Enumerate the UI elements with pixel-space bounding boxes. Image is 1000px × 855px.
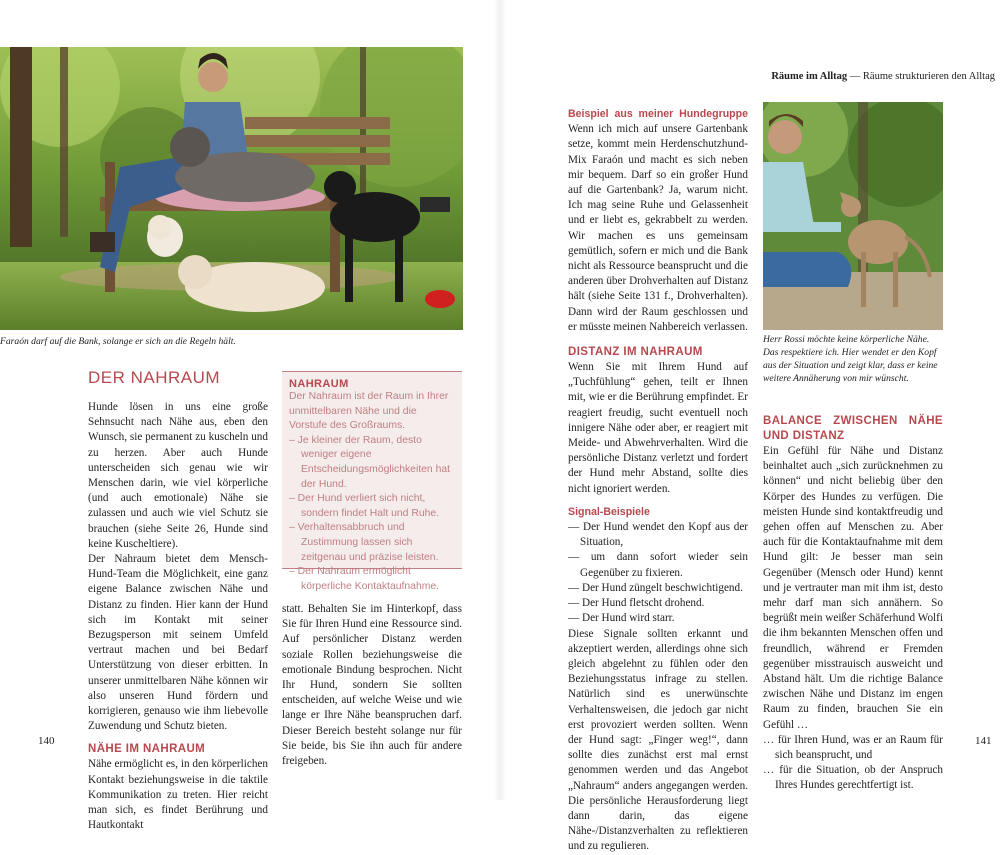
subheading-signal: Signal-Beispiele (568, 505, 650, 518)
left-column-1 (88, 400, 268, 833)
sidebox-intro: Der Nahraum ist der Raum in Ihrer unmittelbaren Nähe und die Vorstufe des Großraums. (289, 391, 449, 432)
running-head (735, 71, 995, 82)
running-head-chapter: Räume im Alltag (771, 71, 848, 82)
right-column-1 (568, 107, 748, 855)
subheading-distanz: DISTANZ IM NAHRAUM (568, 346, 703, 359)
signal-item: — um dann sofort wieder sein Gegenüber zu fixieren. (568, 551, 748, 579)
sidebox-item: – Der Nahraum ermöglicht körperliche Kontaktaufnahme. (289, 566, 440, 592)
subheading-naehe: NÄHE IM NAHRAUM (88, 743, 206, 756)
left-photo-caption: Faraón darf auf die Bank, solange er sich an die Regeln hält. (0, 336, 236, 347)
nahraum-sidebox (282, 371, 462, 592)
example-label: Beispiel aus meiner Hundegruppe (568, 108, 748, 120)
left-column-2: statt. Behalten Sie im Hinterkopf, dass Sie für Ihren Hund eine Ressource sind. Auf persönlicher Distanz werden soziale Rollen beziehungsweise die emotionale Bindung besprochen. Nicht Ihr Hund, sondern Sie sollten entscheiden, auf welche Weise und wie lange er Ihre Nähe beanspruchen darf. Dieser Bereich besteht solange nur für Sie beide, bis Sie ihn auch für andere freigeben. (282, 603, 462, 768)
signal-item: — Der Hund fletscht drohend. (568, 597, 705, 610)
page-number-right: 141 (975, 735, 992, 747)
subheading-balance: BALANCE ZWISCHEN NÄHE UND DISTANZ (763, 415, 943, 442)
paragraph: Ein Gefühl für Nähe und Distanz beinhaltet auch „sich zurücknehmen zu können“ und nicht beliebig über den Körper des Hundes zu verfügen. Die meisten Hunde sind kontaktfreudig und gehen offen auf Menschen zu. Aber auch für die Kontaktaufnahme mit dem Hund gilt: Je besser man sein Gegenüber (Mensch oder Hund) kennt und je vertrauter man mit ihm ist, desto mehr darf man sich annähern. So begrüßt mein weißer Schäferhund Wolfi die ihm bekannten Menschen offen und freundlich, während er Fremden gegenüber misstrauisch ausweicht und Abstand hält. Um die richtige Balance zwischen Nähe und Distanz im engen Raum zu finden, brauchen Sie ein Gefühl … (763, 445, 943, 731)
running-head-section: Räume strukturieren den Alltag (862, 71, 995, 82)
section-title: DER NAHRAUM (88, 368, 221, 387)
right-photo-caption: Herr Rossi möchte keine körperliche Nähe. Das respektiere ich. Hier wendet er den Kopf aus der Situation und zeigt klar, dass er keine weitere Annäherung von mir wünscht. (763, 334, 938, 384)
sidebox-item: – Je kleiner der Raum, desto weniger eigene Entscheidungsmöglichkeiten hat der Hund. (289, 434, 451, 490)
photo-faraon-on-bench (0, 47, 463, 330)
signal-item: — Der Hund wendet den Kopf aus der Situation, (568, 521, 749, 549)
paragraph: Diese Signale sollten erkannt und akzeptiert werden, allerdings ohne sich gleich abgelehnt zu fühlen oder den Beziehungsstatus infrage zu stellen. Natürlich sind es unerwünschte Verhaltensweisen, die jedoch gar nicht erst provoziert werden sollten. Wenn der Hund sagt: „Finger weg!“, dann sollte dies zunächst erst mal ernst genommen werden und das Angebot „Nahraum“ anders angegangen werden. Die persönliche Herausforderung liegt dann darin, das eigene Nähe-/Distanzverhalten zu reflektieren und zu regulieren. (568, 627, 748, 853)
signal-item: — Der Hund züngelt beschwichtigend. (568, 581, 743, 594)
running-head-dash: — (849, 71, 861, 82)
right-column-2 (763, 414, 943, 794)
sidebox-title: NAHRAUM (289, 378, 349, 390)
photo-herr-rossi (763, 102, 943, 330)
balance-item: … für die Situation, ob der Anspruch Ihres Hundes gerechtfertigt ist. (763, 764, 943, 792)
sidebox-item: – Der Hund verliert sich nicht, sondern findet Halt und Ruhe. (289, 493, 440, 519)
paragraph: Nähe ermöglicht es, in den körperlichen Kontakt beziehungsweise in die taktile Kommunikation zu treten. Hier reicht man sich, es findet Berührung und Hautkontakt (88, 758, 268, 832)
page-number-left: 140 (38, 735, 55, 747)
sidebox-item: – Verhaltensabbruch und Zustimmung lassen sich zeitgenau und präzise leisten. (289, 522, 439, 563)
paragraph: Hunde lösen in uns eine große Sehnsucht nach Nähe aus, eben den Wunsch, sie permanent zu kuscheln und zu herzen. Aber auch Hunde unterscheiden sich genau wie wir Menschen darin, wie viel körperliche (und auch emotionale) Nähe sie zulassen und auch wie viel Schutz sie brauchen (siehe Seite 26, Hunde sind keine Kuscheltiere). (88, 401, 268, 550)
example-text: Wenn ich mich auf unsere Gartenbank setze, kommt mein Herdenschutzhund-Mix Faraón und macht es sich neben mir bequem. Darf so ein großer Hund auf die Gartenbank? Ja, warum nicht. Ich mag seine Ruhe und Gelassenheit und er liebt es, gekrabbelt zu werden. Wir machen es uns gemeinsam gemütlich, sofern er mich und die Bank nicht als Ressource beansprucht und die anderen über Drohverhalten auf Distanz hält (siehe Seite 131 f., Drohverhalten). Dann wird der Raum geschlossen und er müsste meinen Nahbereich verlassen. (568, 123, 748, 333)
signal-item: — Der Hund wird starr. (568, 612, 675, 625)
example-paragraph (568, 107, 748, 335)
paragraph: Wenn Sie mit Ihrem Hund auf „Tuchfühlung“ gehen, teilt er Ihnen mit, wie er die Berührung empfindet. Er reagiert freudig, sucht eventuell noch innigere Nähe oder aber, er reagiert mit Meide- und Abwehrverhalten. Wird die persönliche Distanz verletzt und fordert der Hund mehr Abstand, sollte dies nicht ignoriert werden. (568, 361, 748, 495)
paragraph: Der Nahraum bietet dem Mensch-Hund-Team die Möglichkeit, eine ganz eigene Balance zwischen Nähe und Distanz zu finden. Hier kann der Hund sich im Kontakt mit seiner Bezugsperson mit seinem Umfeld vertraut machen und bei Bedarf Unterstützung von dieser erbitten. In unserer unmittelbaren Nähe können wir also unseren Hund fördern und korrigieren, genauso wie ihm liebevolle Zuwendung und Schutz bieten. (88, 553, 268, 733)
book-gutter (494, 0, 506, 800)
balance-item: … für Ihren Hund, was er an Raum für sich beansprucht, und (763, 733, 943, 762)
